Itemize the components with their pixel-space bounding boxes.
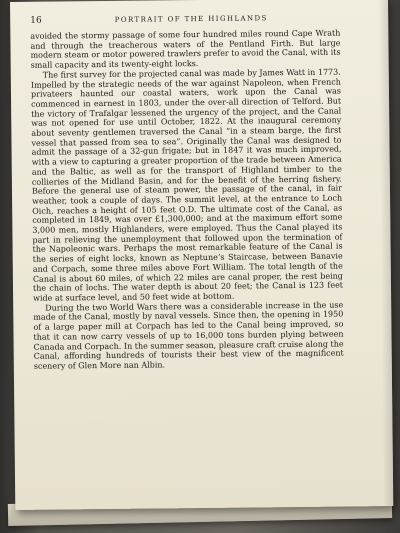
paragraph-2: The first survey for the projected canal was made by James Watt in 1773. Impelled by the strategic needs of the war against Napoleon, when French privateers haunted our coastal waters, work upon the Canal was commenced in earnest in 1803, under the over-all direction of Telford. But the victory of Trafalgar lessened the urgency of the project, and the Canal was not opened for use until October, 1822. At the inaugural ceremony about seventy gentlemen traversed the Canal “in a steam barge, the first vessel that passed from sea to sea”. Originally the Canal was designed to admit the passage of a 32-gun frigate; but in 1847 it was much improved, with a view to capturing a greater proportion of the trade between America and the Baltic, as well as for the transport of Highland timber to the collieries of the Midland Basin, and for the benefit of the herring fishery. Before the general use of steam power, the passage of the canal, in fair weather, took a couple of days. The summit level, at the entrance to Loch Oich, reaches a height of 105 feet O.D. The ultimate cost of the Canal, as completed in 1849, was over £1,300,000; and at the maximum effort some 3,000 men, mostly Highlanders, were employed. Thus the Canal played its part in relieving the unemployment that followed upon the termination of the Napoleonic wars. Perhaps the most remarkable feature of the Canal is the series of eight locks, known as Neptune’s Staircase, between Banavie and Corpach, some three miles above Fort William. The total length of the Canal is about 60 miles, of which 22 miles are canal proper, the rest being the chain of lochs. The water depth is about 20 feet; the Canal is 123 feet wide at surface level, and 50 feet wide at bottom. bbox=[30, 67, 344, 303]
body-text bbox=[30, 29, 344, 372]
page-header bbox=[30, 12, 352, 29]
paragraph-1: avoided the stormy passage of some four hundred miles round Cape Wrath and through the treacherous waters of the Pentland Firth. But large modern steam or motor powered trawlers prefer to avoid the Canal, with its small capacity and its twenty-eight locks. bbox=[30, 28, 341, 70]
paragraph-3: During the two World Wars there was a considerable increase in the use made of the Canal, mostly by naval vessels. Since then, the opening in 1950 of a large paper mill at Corpach has led to the Canal being improved, so that it can now carry vessels of up to 16,000 tons burden plying between Canada and Corpach. In the summer season, pleasure craft cruise along the Canal, affording hundreds of tourists their best view of the magnificent scenery of Glen More nan Albin. bbox=[33, 300, 344, 371]
page-number: 16 bbox=[30, 15, 42, 26]
book-page bbox=[10, 0, 393, 510]
running-head: PORTRAIT OF THE HIGHLANDS bbox=[114, 14, 268, 24]
